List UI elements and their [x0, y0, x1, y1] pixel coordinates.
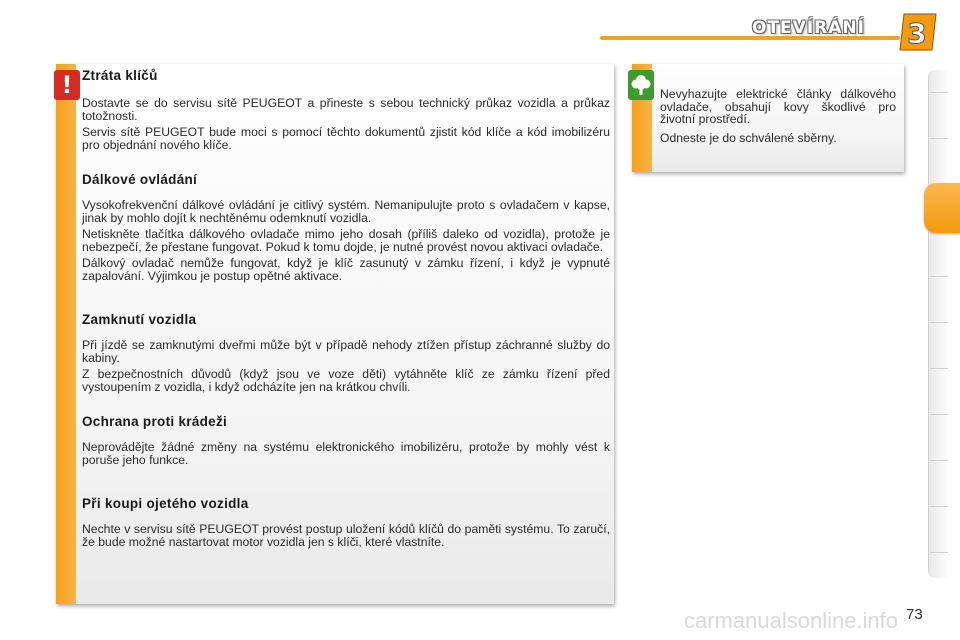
tab-divider	[930, 92, 948, 93]
tab-divider	[930, 276, 948, 277]
page-title: OTEVÍRÁNÍ	[752, 18, 865, 38]
section-locking	[82, 312, 610, 393]
page-number: 73	[906, 606, 923, 623]
section-heading: Při koupi ojetého vozidla	[82, 496, 249, 511]
section-heading: Ochrana proti krádeži	[82, 414, 228, 429]
tab-divider	[930, 322, 948, 323]
tab-divider	[930, 460, 948, 461]
section-used-vehicle	[82, 496, 610, 548]
tab-divider	[930, 368, 948, 369]
paragraph: Netiskněte tlačítka dálkového ovladače mimo jeho dosah (příliš daleko od vozidla), protože je nebezpečí, že přestane fungovat. Pokud k tomu dojde, je nutné provést novou aktivaci ovladače.	[82, 227, 610, 254]
chapter-tab-active[interactable]	[924, 183, 960, 233]
eco-content	[660, 88, 896, 150]
tab-divider	[930, 552, 948, 553]
section-remote-control	[82, 172, 610, 283]
watermark: carmanualsonline.info	[684, 608, 899, 633]
chapter-badge	[896, 10, 940, 54]
paragraph: Servis sítě PEUGEOT bude moci s pomocí těchto dokumentů zjistit kód klíče a kód imobilizéru pro objednání nového klíče.	[82, 125, 610, 152]
paragraph: Vysokofrekvenční dálkové ovládání je citlivý systém. Nemanipulujte proto s ovladačem v kapse, jinak by mohlo dojít k nechtěnému odemknutí vozidla.	[82, 198, 610, 225]
eco-tree-icon	[628, 70, 654, 100]
section-lost-keys	[82, 68, 610, 151]
warning-icon: !	[54, 70, 80, 100]
paragraph: Při jízdě se zamknutými dveřmi může být v případě nehody ztížen přístup záchranné služby do kabiny.	[82, 338, 610, 365]
chapter-number: 3	[907, 17, 927, 50]
paragraph: Nechte v servisu sítě PEUGEOT provést postup uložení kódů klíčů do paměti systému. To zaručí, že bude možné nastartovat motor vozidla jen s klíči, které vlastníte.	[82, 522, 610, 549]
section-heading: Ztráta klíčů	[82, 68, 158, 83]
paragraph: Dálkový ovladač nemůže fungovat, když je klíč zasunutý v zámku řízení, i když je vypnuté zapalování. Výjimkou je postup opětné aktivace.	[82, 256, 610, 283]
section-anti-theft	[82, 414, 610, 466]
paragraph: Dostavte se do servisu sítě PEUGEOT a přineste s sebou technický průkaz vozidla a průkaz totožnosti.	[82, 96, 610, 123]
section-heading: Zamknutí vozidla	[82, 312, 197, 327]
paragraph: Neprovádějte žádné změny na systému elektronického imobilizéru, protože by mohly vést k poruše jeho funkce.	[82, 440, 610, 467]
paragraph: Odneste je do schválené sběrny.	[660, 130, 837, 145]
tab-divider	[930, 506, 948, 507]
paragraph: Z bezpečnostních důvodů (když jsou ve voze děti) vytáhněte klíč ze zámku řízení před vystoupením z vozidla, i když odcházíte jen na krátkou chvíli.	[82, 367, 610, 394]
chapter-tab-rail	[928, 70, 950, 578]
tab-divider	[930, 414, 948, 415]
panel-accent-bar	[56, 64, 76, 604]
tab-divider	[930, 138, 948, 139]
paragraph: Nevyhazujte elektrické články dálkového ovladače, obsahují kovy škodlivé pro životní prostředí.	[660, 87, 896, 127]
section-heading: Dálkové ovládání	[82, 172, 198, 187]
